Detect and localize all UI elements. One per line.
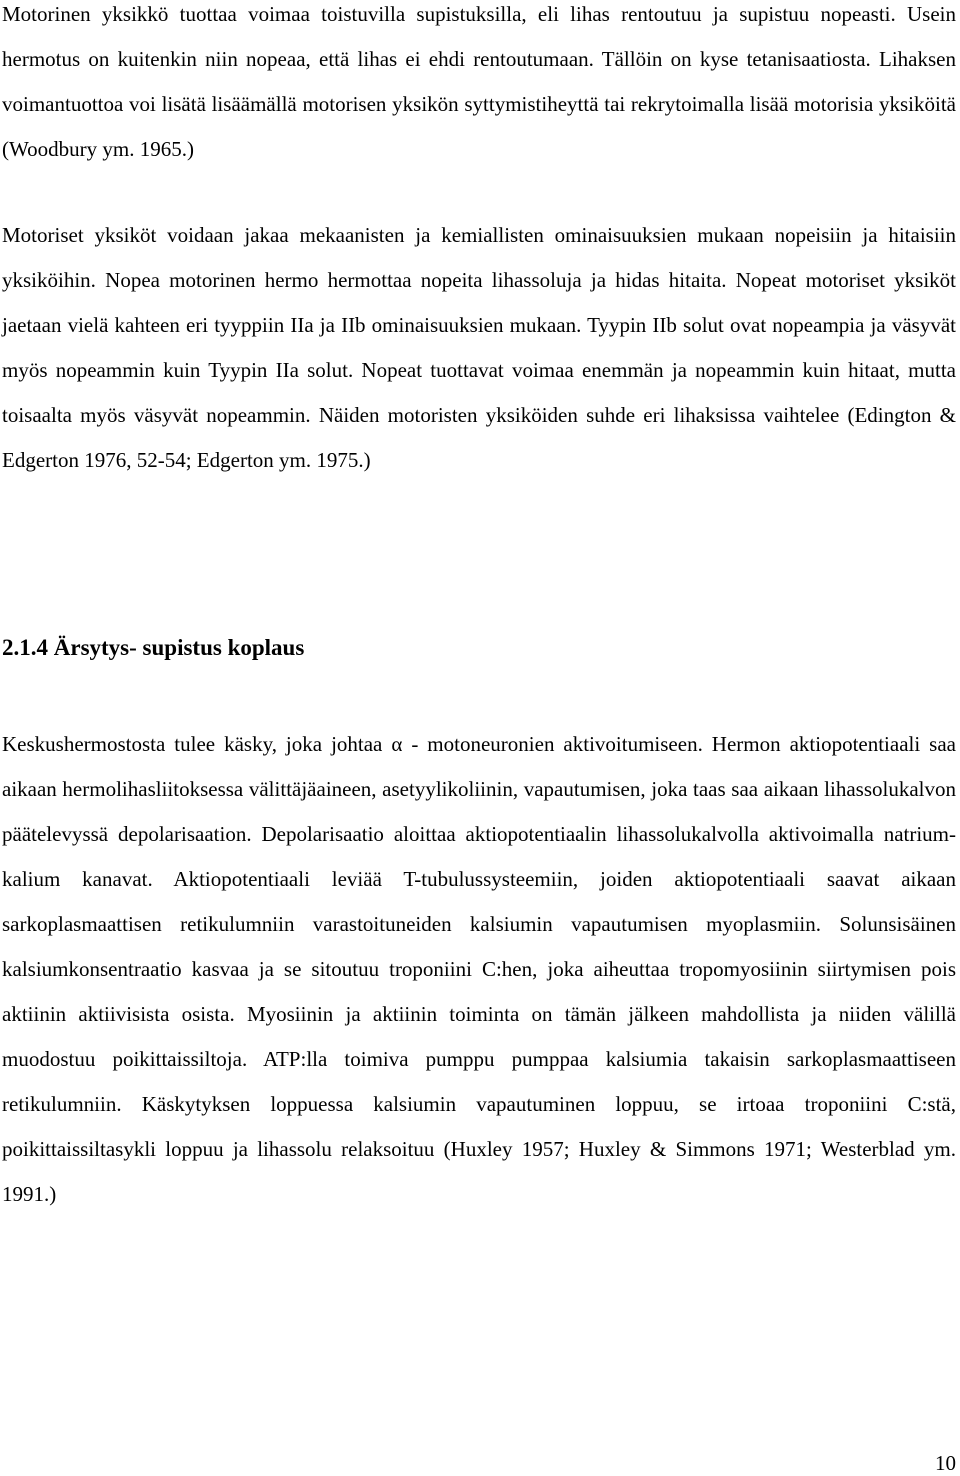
paragraph-motor-unit-types: Motoriset yksiköt voidaan jakaa mekaanisten ja kemiallisten ominaisuuksien mukaan nopeisiin ja hitaisiin yksiköihin. Nopea motorinen hermo hermottaa nopeita lihassoluja ja hidas hitaita. Nopeat motoriset yksiköt jaetaan vielä kahteen eri tyyppiin IIa ja IIb ominaisuuksien mukaan. Tyypin IIb solut ovat nopeampia ja väsyvät myös nopeammin kuin Tyypin IIa solut. Nopeat tuottavat voimaa enemmän ja nopeammin kuin hitaat, mutta toisaalta myös väsyvät nopeammin. Näiden motoristen yksiköiden suhde eri lihaksissa vaihtelee (Edington & Edgerton 1976, 52-54; Edgerton ym. 1975.): [2, 223, 956, 472]
paragraph-motor-unit-force: Motorinen yksikkö tuottaa voimaa toistuvilla supistuksilla, eli lihas rentoutuu ja supistuu nopeasti. Usein hermotus on kuitenkin niin nopeaa, että lihas ei ehdi rentoutumaan. Tällöin on kyse tetanisaatiosta. Lihaksen voimantuottoa voi lisätä lisäämällä motorisen yksikön syttymistiheyttä tai rekrytoimalla lisää motorisia yksiköitä (Woodbury ym. 1965.): [2, 2, 956, 161]
paragraph-excitation-contraction: Keskushermostosta tulee käsky, joka johtaa α - motoneuronien aktivoitumiseen. Hermon aktiopotentiaali saa aikaan hermolihasliitoksessa välittäjäaineen, asetyylikoliinin, vapautumisen, joka taas saa aikaan lihassolukalvon päätelevyssä depolarisaation. Depolarisaatio aloittaa aktiopotentiaalin lihassolukalvolla aktivoimalla natrium-kalium kanavat. Aktiopotentiaali leviää T-tubulussysteemiin, joiden aktiopotentiaali saavat aikaan sarkoplasmaattisen retikulumniin varastoituneiden kalsiumin vapautumisen myoplasmiin. Solunsisäinen kalsiumkonsentraatio kasvaa ja se sitoutuu troponiini C:hen, joka aiheuttaa tropomyosiinin siirtymisen pois aktiinin aktiivisista osista. Myosiinin ja aktiinin toiminta on tämän jälkeen mahdollista ja niiden välillä muodostuu poikittaissiltoja. ATP:lla toimiva pumppu pumppaa kalsiumia takaisin sarkoplasmaattiseen retikulumniin. Käskytyksen loppuessa kalsiumin vapautuminen loppuu, se irtoaa troponiini C:stä, poikittaissiltasykli loppuu ja lihassolu relaksoituu (Huxley 1957; Huxley & Simmons 1971; Westerblad ym. 1991.): [2, 732, 956, 1206]
section-heading: 2.1.4 Ärsytys- supistus koplaus: [2, 635, 305, 660]
page-number: 10: [935, 1451, 956, 1475]
